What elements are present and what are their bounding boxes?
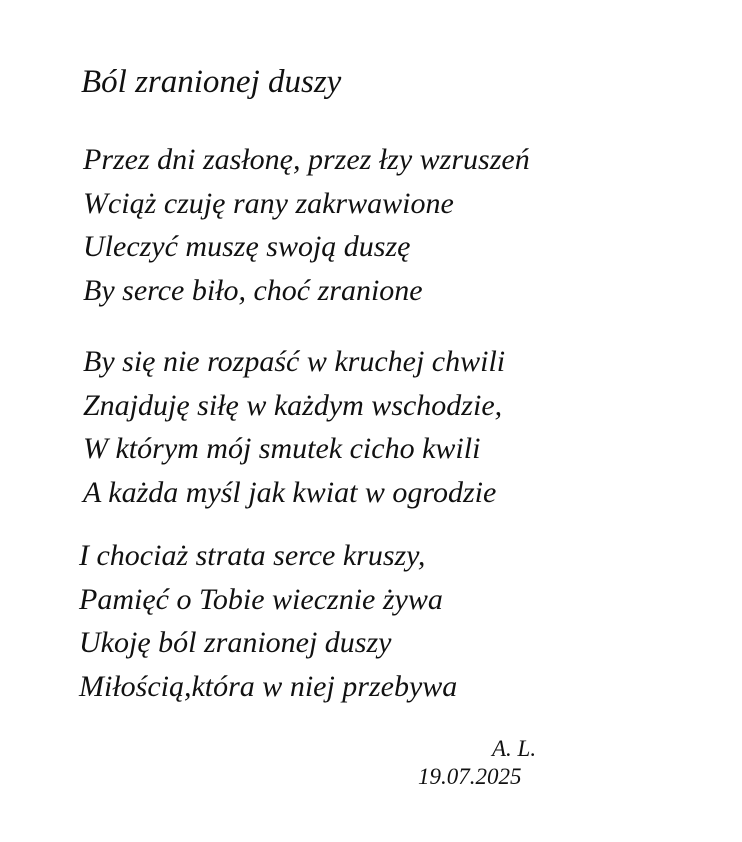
poem-line: Wciąż czuję rany zakrwawione: [83, 186, 454, 220]
stanza-2: [83, 340, 505, 514]
stanza-1: [83, 138, 530, 312]
poem-line: By się nie rozpaść w kruchej chwili: [83, 345, 506, 378]
poem-line: I chociaż strata serce kruszy,: [79, 539, 426, 572]
poem-line: A każda myśl jak kwiat w ogrodzie: [83, 475, 497, 509]
stanza-3: [79, 534, 457, 708]
poem-line: Uleczyć muszę swoją duszę: [83, 230, 411, 263]
poem-date: 19.07.2025: [418, 764, 522, 789]
poem-title: Ból zranionej duszy: [81, 64, 342, 100]
poem-line: W którym mój smutek cicho kwili: [83, 432, 481, 465]
poem-line: Pamięć o Tobie wiecznie żywa: [79, 582, 443, 616]
poem-line: Miłością,która w niej przebywa: [79, 669, 458, 703]
poem-line: By serce biło, choć zranione: [83, 273, 423, 307]
author-initials: A. L.: [492, 736, 537, 761]
poem-line: Ukoję ból zranionej duszy: [79, 626, 392, 659]
poem-line: Przez dni zasłonę, przez łzy wzruszeń: [83, 143, 530, 176]
poem-line: Znajduję siłę w każdym wschodzie,: [83, 388, 503, 422]
